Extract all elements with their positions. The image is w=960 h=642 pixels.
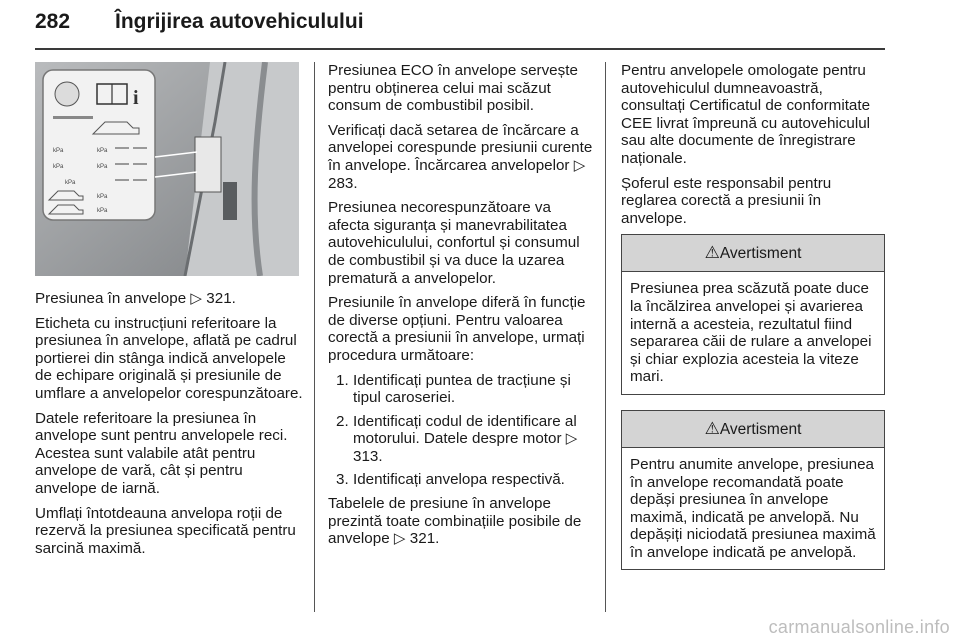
paragraph: Verificați dacă setarea de încărcare a anvelopei corespunde presiunii curente în anvelope. Încărcarea anvelopelor ▷ 283. [328,121,593,192]
paragraph: Pentru anvelopele omologate pentru autovehiculul dumneavoastră, consultați Certificatul de conformitate CEE livrat împreună cu autovehiculul sau alte documente de înregistrare naționale. [621,62,871,167]
paragraph: Presiunea în anvelope ▷ 321. [35,290,236,307]
label-kpa: kPa [97,164,108,170]
procedure-list [328,372,594,490]
warning-text: Presiunea prea scăzută poate duce la încălzirea anvelopei și avarierea internă a acesteia, rezultatul fiind separarea căii de rulare a anvelopei și chiar explozia acesteia la viteze mari. [630,280,872,386]
warning-text: Pentru anumite anvelope, presiunea în anvelope recomandată poate depăși presiunea în anvelope maximă, indicată pe anvelopă. Nu depășiți niciodată presiunea maximă în anvelope indicată pe anvelopă. [630,455,876,561]
warning-icon: ⚠ [704,418,720,438]
paragraph: Tabelele de presiune în anvelope prezintă toate combinațiile posibile de anvelope ▷ 321. [328,495,582,548]
warning-header: ⚠Avertisment [622,235,884,272]
paragraph: Presiunile în anvelope diferă în funcție de diverse opțiuni. Pentru valoarea corectă a presiunii în anvelope, urmați procedura următoare: [328,294,586,364]
reference-icon: ▷ [393,530,406,548]
reference-icon: ▷ [565,430,578,448]
warning-header: ⚠Avertisment [622,411,884,448]
list-item: 2. Identificați codul de identificare al motorului. Datele despre motor ▷ 313. [336,412,578,465]
label-kpa: kPa [97,148,108,154]
header-rule [35,48,885,50]
reference-icon: ▷ [190,290,203,307]
warning-icon: ⚠ [704,243,720,263]
label-kpa: kPa [97,208,108,214]
column-divider [605,62,606,612]
page-title: Îngrijirea autovehiculului [115,10,364,33]
label-kpa: kPa [65,180,76,186]
warning-box [621,234,885,395]
label-kpa: kPa [53,148,64,154]
paragraph: Presiunea ECO în anvelope servește pentru obținerea celui mai scăzut consum de combustibil posibil. [328,62,578,115]
tire-pressure-label-photo [35,62,299,276]
paragraph: Datele referitoare la presiunea în anvelope sunt pentru anvelopele reci. Acestea sunt valabile atât pentru anvelope de vară, cât și pentru anvelope de iarnă. [35,409,288,497]
list-item: 3. Identificați anvelopa respectivă. [336,471,565,489]
paragraph: Șoferul este responsabil pentru reglarea corectă a presiunii în anvelope. [621,174,832,227]
paragraph: Presiunea necorespunzătoare va afecta siguranța și manevrabilitatea autovehiculului, confortul și consumul de combustibil și va duce la uzarea prematură a anvelopelor. [328,199,580,287]
column-2 [328,62,594,555]
paragraph: Umflați întotdeauna anvelopa roții de rezervă la presiunea specificată pentru sarcină maximă. [35,504,296,557]
door-frame-illustration [35,62,299,276]
watermark: carmanualsonline.info [768,617,950,637]
label-kpa: kPa [97,194,108,200]
list-item: 1. Identificați puntea de tracțiune și tipul caroseriei. [336,371,571,407]
column-divider [314,62,315,612]
page-number: 282 [35,10,71,33]
warning-box [621,410,885,571]
column-3 [621,62,885,585]
column-1 [35,62,305,564]
page-header [35,8,885,48]
paragraph: Eticheta cu instrucțiuni referitoare la presiunea în anvelope, aflată pe cadrul portierei din stânga indică anvelopele de echipare originală și presiunile de umflare a anvelopelor corespunzătoare. [35,314,303,402]
label-kpa: kPa [53,164,64,170]
svg-text:i: i [133,87,139,109]
reference-icon: ▷ [573,156,586,174]
